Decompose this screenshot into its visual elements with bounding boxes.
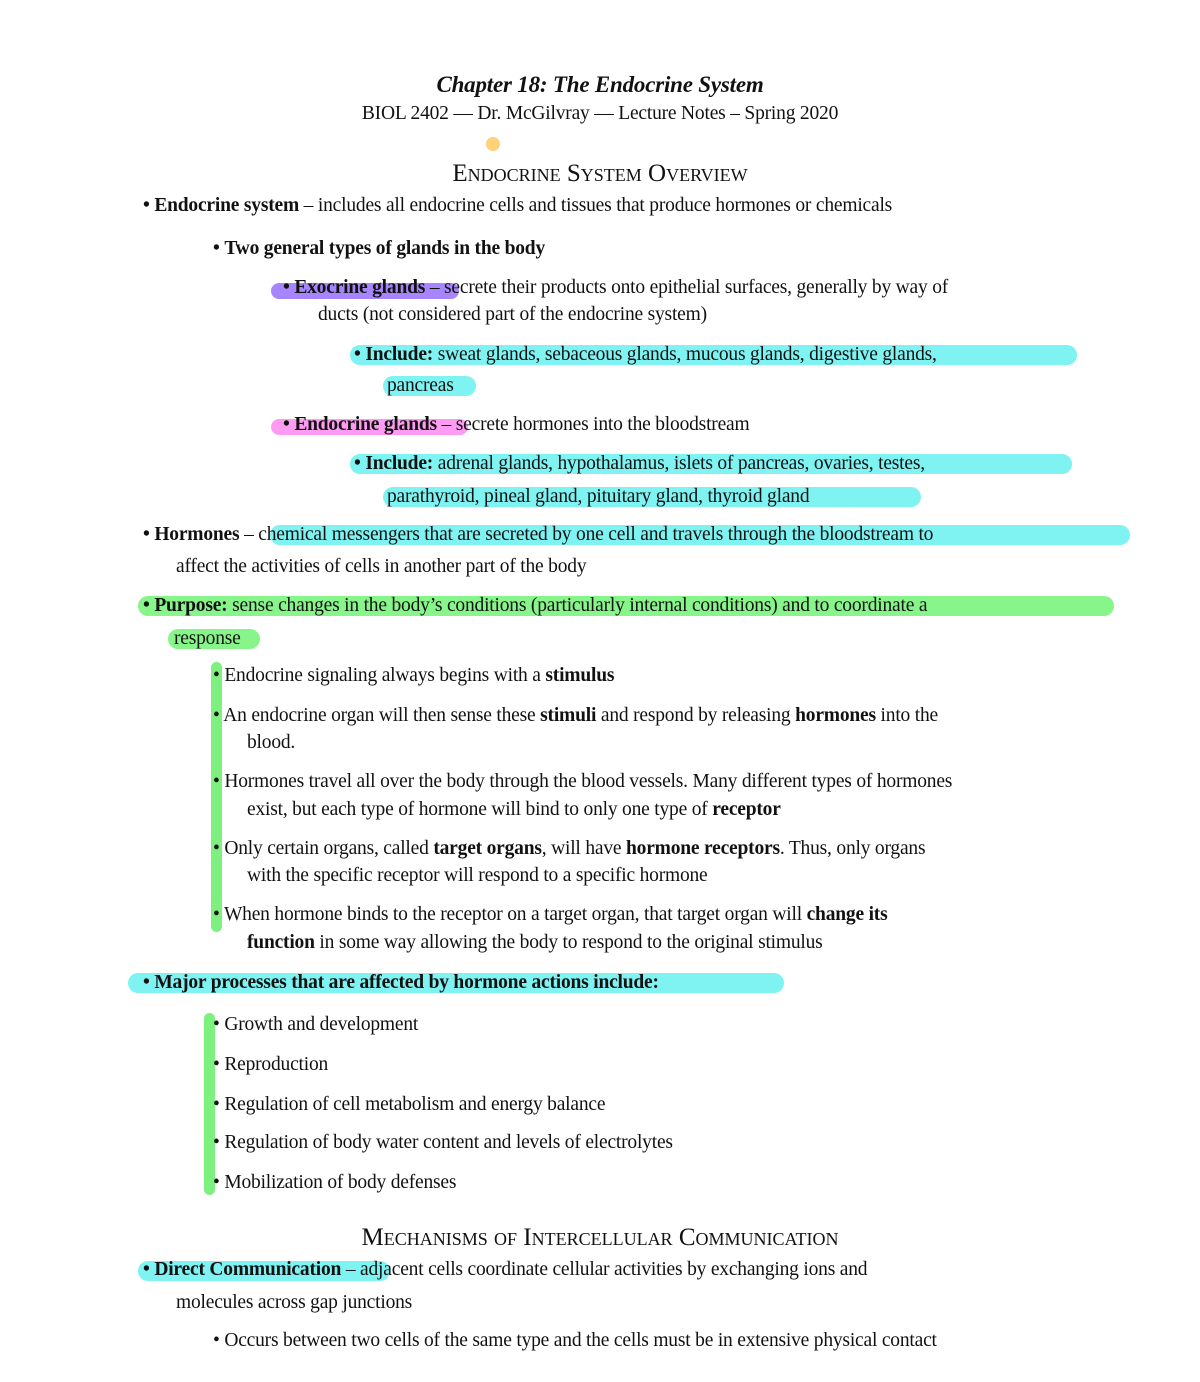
list-item-hormones-line2: affect the activities of cells in another part of the body [176, 556, 587, 577]
list-item-endocrine-include: • Include: adrenal glands, hypothalamus, islets of pancreas, ovaries, testes, [354, 453, 925, 474]
term-major-processes: Major processes that are affected by hormone actions include: [154, 972, 659, 993]
list-item-signaling-4-line2: with the specific receptor will respond to a specific hormone [247, 865, 708, 886]
term-endocrine-glands: Endocrine glands [294, 414, 437, 435]
list-item-direct-communication-line2: molecules across gap junctions [176, 1292, 413, 1313]
list-item-major-processes: • Major processes that are affected by hormone actions include: [143, 972, 659, 993]
list-item-process: • Reproduction [213, 1054, 329, 1075]
list-item-signaling-5-line2: function in some way allowing the body to respond to the original stimulus [247, 932, 823, 953]
section-heading-mechanisms: Mechanisms of Intercellular Communication [361, 1224, 839, 1251]
bullet: • [143, 195, 150, 216]
list-item-signaling-2: • An endocrine organ will then sense these stimuli and respond by releasing hormones into the [213, 705, 938, 726]
list-item-exocrine-include: • Include: sweat glands, sebaceous glands, mucous glands, digestive glands, [354, 344, 937, 365]
list-item-two-types: • Two general types of glands in the body [213, 238, 545, 259]
list-item-endocrine-include-line2: parathyroid, pineal gland, pituitary gland, thyroid gland [387, 486, 810, 507]
list-item-signaling-4: • Only certain organs, called target organs, will have hormone receptors. Thus, only organs [213, 838, 926, 859]
list-item-exocrine-include-line2: pancreas [387, 375, 454, 396]
list-item-endocrine-system: • Endocrine system – includes all endocrine cells and tissues that produce hormones or chemicals [143, 195, 893, 216]
term-purpose: Purpose: [154, 595, 228, 616]
list-item-process: • Mobilization of body defenses [213, 1172, 457, 1193]
list-item-signaling-3: • Hormones travel all over the body through the blood vessels. Many different types of hormones [213, 771, 953, 792]
list-item-signaling-5: • When hormone binds to the receptor on a target organ, that target organ will change its [213, 904, 888, 925]
list-item-direct-communication: • Direct Communication – adjacent cells coordinate cellular activities by exchanging ions and [143, 1259, 868, 1280]
list-item-endocrine-glands: • Endocrine glands – secrete hormones into the bloodstream [283, 414, 750, 435]
highlighter-dot [486, 137, 500, 151]
list-item-signaling-1: • Endocrine signaling always begins with a stimulus [213, 665, 615, 686]
list-item-process: • Regulation of body water content and levels of electrolytes [213, 1132, 673, 1153]
document-title: Chapter 18: The Endocrine System [436, 72, 764, 97]
term-direct-communication: Direct Communication [154, 1259, 342, 1280]
list-item-purpose-line2: response [174, 628, 241, 649]
list-item-signaling-3-line2: exist, but each type of hormone will bind to only one type of receptor [247, 799, 781, 820]
list-item-exocrine-line2: ducts (not considered part of the endocrine system) [318, 304, 707, 325]
list-item-exocrine: • Exocrine glands – secrete their products onto epithelial surfaces, generally by way of [283, 277, 949, 298]
document-subtitle: BIOL 2402 — Dr. McGilvray — Lecture Notes – Spring 2020 [361, 103, 839, 124]
term-two-types: Two general types of glands in the body [224, 238, 545, 259]
list-item-process: • Growth and development [213, 1014, 419, 1035]
list-item-process: • Regulation of cell metabolism and energy balance [213, 1094, 606, 1115]
section-heading-overview: Endocrine System Overview [452, 160, 748, 187]
term-exocrine: Exocrine glands [294, 277, 426, 298]
term-hormones: Hormones [154, 524, 240, 545]
list-item-direct-sub: • Occurs between two cells of the same type and the cells must be in extensive physical contact [213, 1330, 937, 1351]
list-item-purpose: • Purpose: sense changes in the body’s conditions (particularly internal conditions) and to coordinate a [143, 595, 928, 616]
term-endocrine-system: Endocrine system [154, 195, 299, 216]
list-item-hormones: • Hormones – chemical messengers that are secreted by one cell and travels through the bloodstream to [143, 524, 934, 545]
list-item-signaling-2-line2: blood. [247, 732, 296, 753]
